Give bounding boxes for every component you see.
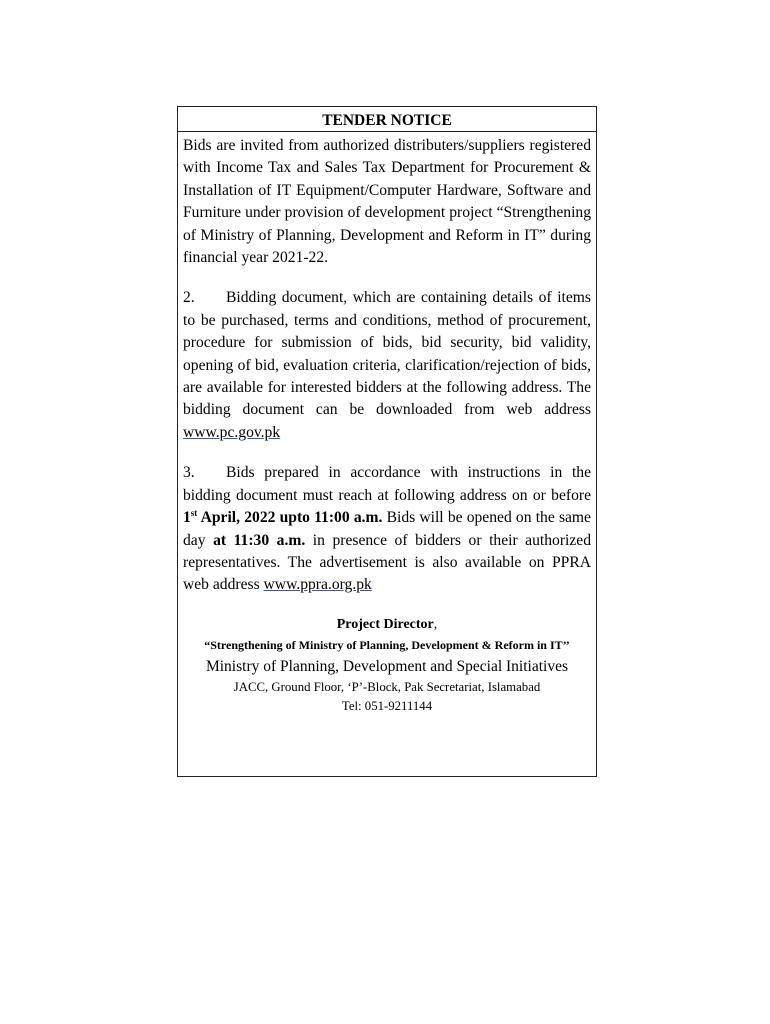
deadline-ordinal: st xyxy=(190,507,198,518)
opening-time: at 11:30 a.m. xyxy=(213,531,306,549)
paragraph-3-text-b: Bids will be opened on the same day xyxy=(183,509,591,549)
paragraph-3-number: 3. xyxy=(183,464,195,482)
ministry-name: Ministry of Planning, Development and Special Initiatives xyxy=(205,657,569,675)
signatory-title xyxy=(183,615,591,635)
signatory-title-comma: , xyxy=(433,616,438,632)
paragraph-2 xyxy=(183,287,591,444)
pc-gov-link[interactable]: www.pc.gov.pk xyxy=(183,423,281,441)
paragraph-3-text-c: in presence of bidders or their authorized representatives. The advertisement is also available on PPRA web address xyxy=(183,531,591,594)
paragraph-3 xyxy=(183,462,591,596)
signature-block xyxy=(183,615,591,716)
paragraph-1: Bids are invited from authorized distributers/suppliers registered with Income Tax and Sales Tax Department for Procurement & Installation of IT Equipment/Computer Hardware, Software and Furniture under provision of development project “Strengthening of Ministry of Planning, Development and Reform in IT” during financial year 2021-22. xyxy=(183,137,591,267)
deadline-date-time: April, 2022 upto 11:00 a.m. xyxy=(197,509,383,527)
project-name: “Strengthening of Ministry of Planning, Development & Reform in IT’’ xyxy=(204,637,570,652)
paragraph-2-text: Bidding document, which are containing details of items to be purchased, terms and conditions, method of procurement, procedure for submission of bids, bid security, bid validity, opening of bid, evaluation criteria, clarification/rejection of bids, are available for interested bidders at the following address. The bidding document can be downloaded from web address xyxy=(183,289,591,419)
paragraph-3-text-a: Bids prepared in accordance with instructions in the bidding document must reach at following address on or before xyxy=(183,464,591,504)
deadline-day: 1 xyxy=(183,509,191,527)
paragraph-2-number: 2. xyxy=(183,289,195,307)
office-address: JACC, Ground Floor, ‘P’-Block, Pak Secretariat, Islamabad xyxy=(233,679,541,694)
notice-body xyxy=(178,132,596,716)
telephone: Tel: 051-9211144 xyxy=(341,698,433,713)
tender-notice-box xyxy=(177,106,597,777)
signatory-title-text: Project Director xyxy=(336,616,434,632)
ppra-link[interactable]: www.ppra.org.pk xyxy=(263,576,372,594)
notice-title: TENDER NOTICE xyxy=(178,107,596,132)
